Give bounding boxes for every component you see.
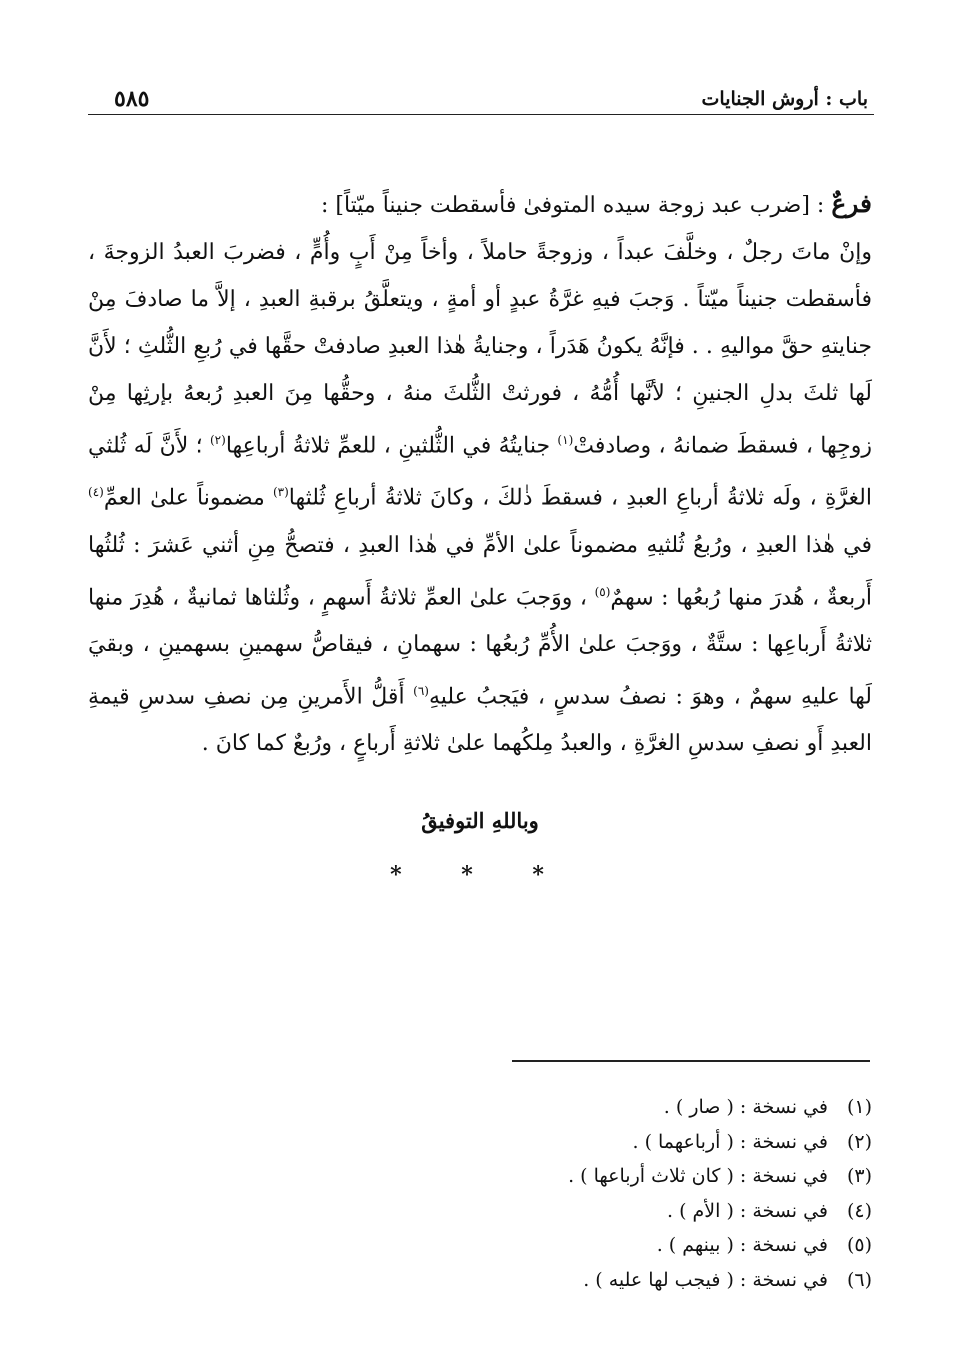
body-paragraph [88, 229, 872, 767]
page-number: ٥٨٥ [114, 86, 150, 112]
closing-phrase: وباللهِ التوفيقُ [421, 808, 539, 833]
footnote-text: في نسخة : ( أرباعهما ) . [632, 1130, 828, 1153]
footnote-ref-5: (٥) [594, 584, 611, 599]
footnote-item [452, 1090, 872, 1125]
body-segment-4: مضموناً علىٰ العمِّ [103, 485, 273, 511]
footnote-item [452, 1263, 872, 1298]
footnote-number: (٦) [846, 1268, 872, 1291]
footnote-ref-3: (٣) [272, 485, 289, 500]
footnote-text: في نسخة : ( فيجب لها عليه ) . [583, 1268, 828, 1291]
footnote-ref-2: (٢) [209, 433, 226, 447]
body-segment-1: وإنْ ماتَ رجلٌ ، وخلَّفَ عبداً ، وزوجةً حاملاً ، وأخاً مِنْ أَبٍ وأُمٍّ ، فضربَ العبدُ الزوجةَ ، فأسقطت جنيناً ميّتاً . وَجبَ فيهِ غرَّةُ عبدٍ أو أمةٍ ، ويتعلَّقُ برقبةِ العبدِ ، إلاَّ ما صادفَ مِنْ جنايتهِ حقَّ مواليهِ . . فإنَّهُ يكونُ هَدَراً ، وجنايةُ هٰذا العبدِ صادفتْ حقَّها في رُبعِ الثُّلثِ ؛ لأَنَّ لَها ثلثَ بدلِ الجنينِ ؛ لأنَّها أُمُّهُ ، فورثتْ الثُّلثَ منهُ ، وحقُّها مِنَ العبدِ رُبعهُ بإرثِها مِنْ زوجِها ، فسقطَ ضمانهُ ، وصادفتْ [88, 240, 872, 459]
chapter-title: باب : أروش الجنايات [701, 88, 868, 110]
footnote-divider [512, 1060, 870, 1062]
section-heading: فرعٌ [831, 189, 872, 218]
section-heading-line [88, 180, 872, 229]
body-segment-6: ، ووَجبَ علىٰ العمِّ ثلاثةُ أَسهمٍ ، وثُلثاها ثمانيةٌ ، هُدِرَ منها ثلاثةُ أَرباعِها : ستَّةٌ ، ووَجبَ علىٰ الأُمِّ رُبعُها : سهمانِ ، فيقاصُّ سهمينِ بسهمينِ ، وبقيَ لَها عليهِ سهمٌ ، وهوَ : نصفُ سدسٍ ، فيَجبُ عليهِ [88, 584, 872, 710]
body-segment-3: ؛ لأَنَّ لَه ثُلثي الغرَّةِ ، ولَه ثلاثةُ أرباعِ العبدِ ، فسقطَ ذٰلكَ ، وكانَ ثلاثةُ أرباعِ ثُلثها [88, 433, 872, 511]
footnote-number: (٤) [846, 1199, 872, 1222]
footnote-text: في نسخة : ( صار ) . [663, 1096, 828, 1118]
main-text [88, 180, 872, 767]
page-header [88, 80, 874, 115]
footnote-text: في نسخة : ( الأم ) . [667, 1199, 828, 1222]
footnote-number: (٣) [846, 1165, 872, 1187]
section-separator: * * * [390, 862, 570, 888]
footnote-number: (٥) [846, 1234, 872, 1256]
footnote-ref-6: (٦) [413, 683, 429, 698]
footnote-item [452, 1159, 872, 1194]
footnote-item [452, 1228, 872, 1263]
footnote-item [452, 1125, 872, 1160]
footnote-item [452, 1194, 872, 1229]
body-segment-2: جنايتُهُ في الثُّلثينِ ، للعمِّ ثلاثةُ أرباعِها [225, 433, 558, 459]
body-segment-7: أَقلُّ الأَمرينِ مِن نصفِ سدسِ قيمةِ العبدِ أَو نصفِ سدسِ الغرَّةِ ، والعبدُ مِلكُهما علىٰ ثلاثةِ أَرباعٍ ، ورُبعٌ كما كانَ . [88, 684, 872, 757]
footnote-text: في نسخة : ( كان ثلاث أرباعها ) . [568, 1165, 828, 1187]
footnote-ref-1: (١) [557, 433, 574, 447]
footnote-number: (٢) [846, 1130, 872, 1153]
body-segment-5: في هٰذا العبدِ ، ورُبعُ ثُلثيهِ مضموناً علىٰ الأمِّ في هٰذا العبدِ ، فتصحُّ مِنِ أثني عَشرَ : ثُلثُها أَربعةٌ ، هُدرَ منها رُبعُها : سهمٌ [88, 532, 872, 610]
footnote-text: في نسخة : ( بينهم ) . [656, 1234, 828, 1256]
footnote-number: (١) [846, 1096, 872, 1118]
footnote-ref-4: (٤) [88, 485, 104, 500]
section-subheading: : [ضرب عبد زوجة سيده المتوفىٰ فأسقطت جنيناً ميّتاً] : [320, 193, 832, 218]
footnotes [452, 1090, 872, 1297]
